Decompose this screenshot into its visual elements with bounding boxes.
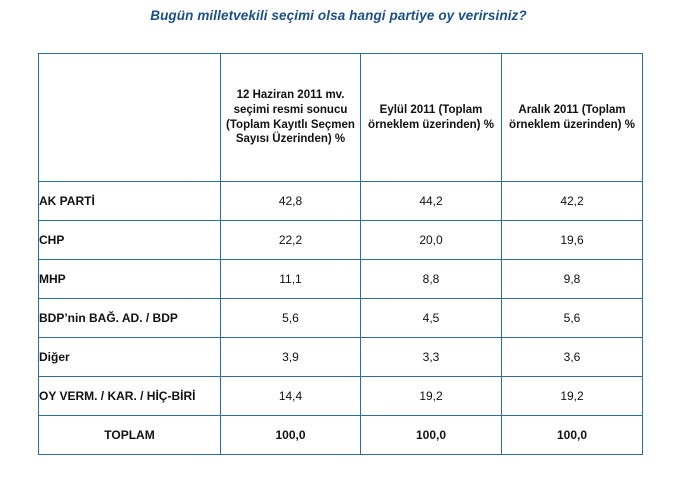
row-value-december-2011: 3,6 — [502, 338, 643, 377]
page-title: Bugün milletvekili seçimi olsa hangi partiye oy verirsiniz? — [150, 8, 527, 23]
column-header-september-2011: Eylül 2011 (Toplam örneklem üzerinden) % — [361, 54, 502, 182]
row-value-june-2011: 11,1 — [221, 260, 361, 299]
column-header-december-2011: Aralık 2011 (Toplam örneklem üzerinden) % — [502, 54, 643, 182]
total-value-september-2011: 100,0 — [361, 416, 502, 455]
total-value-december-2011: 100,0 — [502, 416, 643, 455]
column-header-june-2011-official: 12 Haziran 2011 mv. seçimi resmi sonucu (Toplam Kayıtlı Seçmen Sayısı Üzerinden) % — [221, 54, 361, 182]
total-label: TOPLAM — [39, 416, 221, 455]
row-label: AK PARTİ — [39, 182, 221, 221]
row-value-december-2011: 42,2 — [502, 182, 643, 221]
table-row-total — [39, 416, 643, 455]
row-value-september-2011: 4,5 — [361, 299, 502, 338]
total-value-june-2011: 100,0 — [221, 416, 361, 455]
row-value-september-2011: 8,8 — [361, 260, 502, 299]
row-value-december-2011: 19,6 — [502, 221, 643, 260]
row-label: OY VERM. / KAR. / HİÇ-BİRİ — [39, 377, 221, 416]
row-value-december-2011: 9,8 — [502, 260, 643, 299]
table-row — [39, 338, 643, 377]
row-label: MHP — [39, 260, 221, 299]
table-row — [39, 260, 643, 299]
row-value-june-2011: 3,9 — [221, 338, 361, 377]
row-value-june-2011: 14,4 — [221, 377, 361, 416]
table-row — [39, 182, 643, 221]
row-label: Diğer — [39, 338, 221, 377]
poll-results-table — [38, 53, 643, 455]
row-value-september-2011: 20,0 — [361, 221, 502, 260]
table-row — [39, 221, 643, 260]
table-body — [39, 182, 643, 455]
row-label: BDP’nin BAĞ. AD. / BDP — [39, 299, 221, 338]
table-row — [39, 377, 643, 416]
row-value-june-2011: 22,2 — [221, 221, 361, 260]
table-header-row — [39, 54, 643, 182]
column-header-party — [39, 54, 221, 182]
row-value-september-2011: 44,2 — [361, 182, 502, 221]
row-value-september-2011: 3,3 — [361, 338, 502, 377]
row-value-june-2011: 42,8 — [221, 182, 361, 221]
row-label: CHP — [39, 221, 221, 260]
row-value-december-2011: 19,2 — [502, 377, 643, 416]
row-value-june-2011: 5,6 — [221, 299, 361, 338]
table-header — [39, 54, 643, 182]
row-value-september-2011: 19,2 — [361, 377, 502, 416]
row-value-december-2011: 5,6 — [502, 299, 643, 338]
poll-table-container — [38, 53, 642, 455]
table-row — [39, 299, 643, 338]
